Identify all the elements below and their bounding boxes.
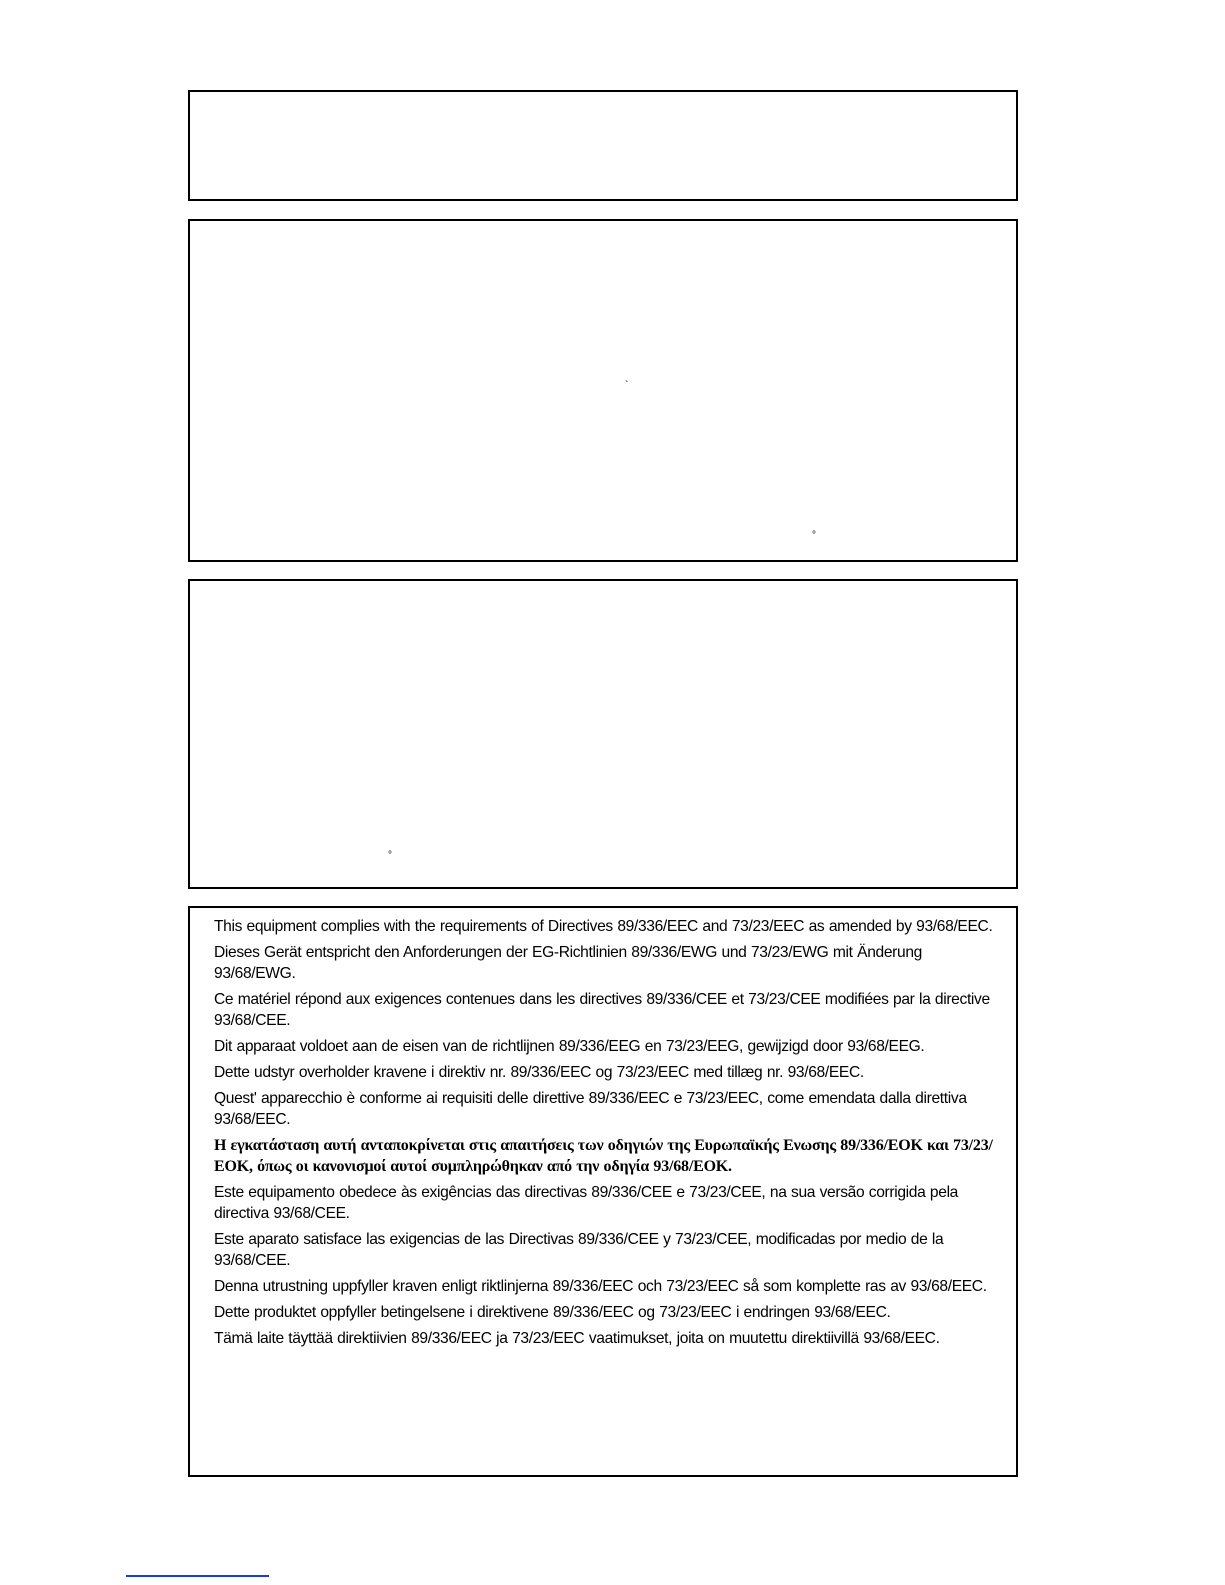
footer-link-underline — [126, 1575, 269, 1577]
compliance-statement-norwegian: Dette produktet oppfyller betingelsene i direktivene 89/336/EEC og 73/23/EEC i endringen 93/68/EEC. — [214, 1304, 891, 1321]
compliance-statement-german: Dieses Gerät entspricht den Anforderungen der EG-Richtlinien 89/336/EWG und 73/23/EWG mit Änderung 93/68/EWG. — [214, 944, 922, 982]
stray-ring-mark: ° — [388, 850, 392, 861]
blank-notice-box-lower — [188, 579, 1018, 889]
compliance-statement-list — [214, 916, 996, 1354]
compliance-statement-finnish: Tämä laite täyttää direktiivien 89/336/EEC ja 73/23/EEC vaatimukset, joita on muutettu direktiivillä 93/68/EEC. — [214, 1330, 940, 1347]
blank-notice-box-top — [188, 90, 1018, 201]
ce-compliance-box — [188, 906, 1018, 1477]
compliance-statement-danish: Dette udstyr overholder kravene i direktiv nr. 89/336/EEC og 73/23/EEC med tillæg nr. 93/68/EEC. — [214, 1064, 864, 1081]
blank-notice-box-middle — [188, 219, 1018, 562]
stray-ring-mark: ° — [812, 530, 816, 541]
compliance-statement-french: Ce matériel répond aux exigences contenues dans les directives 89/336/CEE et 73/23/CEE modifiées par la directive 93/68/CEE. — [214, 991, 990, 1029]
compliance-statement-greek: Η εγκατάσταση αυτή ανταποκρίνεται στις απαιτήσεις των οδηγιών της Ευρωπαϊκής Ενωσης 89/336/ΕΟΚ και 73/23/ΕΟΚ, όπως οι κανονισμοί αυτοί συμπληρώθηκαν από την οδηγία 93/68/ΕΟΚ. — [214, 1137, 993, 1175]
compliance-statement-italian: Quest' apparecchio è conforme ai requisiti delle direttive 89/336/EEC e 73/23/EEC, come emendata dalla direttiva 93/68/EEC. — [214, 1090, 967, 1128]
compliance-statement-spanish: Este aparato satisface las exigencias de las Directivas 89/336/CEE y 73/23/CEE, modificadas por medio de la 93/68/CEE. — [214, 1231, 944, 1269]
stray-tick-mark: ` — [625, 380, 629, 391]
compliance-statement-dutch: Dit apparaat voldoet aan de eisen van de richtlijnen 89/336/EEG en 73/23/EEG, gewijzigd door 93/68/EEG. — [214, 1038, 925, 1055]
compliance-statement-swedish: Denna utrustning uppfyller kraven enligt riktlinjerna 89/336/EEC och 73/23/EEC så som komplette ras av 93/68/EEC. — [214, 1278, 987, 1295]
compliance-statement-english: This equipment complies with the requirements of Directives 89/336/EEC and 73/23/EEC as amended by 93/68/EEC. — [214, 918, 993, 935]
compliance-statement-portuguese: Este equipamento obedece às exigências das directivas 89/336/CEE e 73/23/CEE, na sua versão corrigida pela directiva 93/68/CEE. — [214, 1184, 958, 1222]
